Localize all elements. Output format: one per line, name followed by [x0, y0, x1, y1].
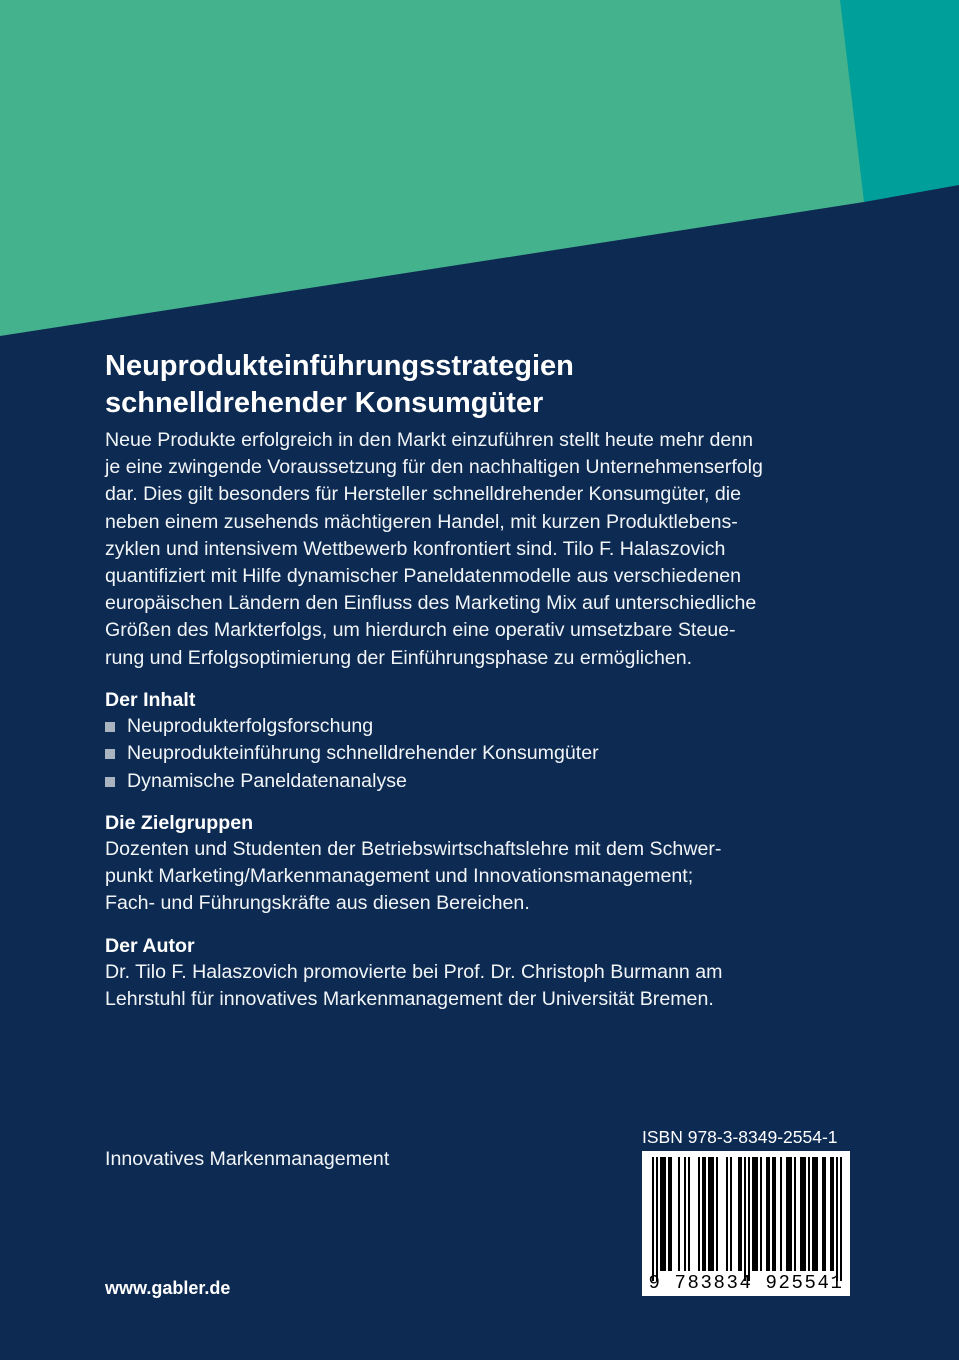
barcode-bar	[836, 1157, 838, 1281]
barcode-bar	[824, 1157, 826, 1271]
isbn-label: ISBN 978-3-8349-2554-1	[642, 1127, 838, 1147]
main-content	[105, 348, 845, 1013]
barcode-bar	[756, 1157, 758, 1271]
section-zielgruppen-heading: Die Zielgruppen	[105, 812, 254, 835]
barcode-bar	[822, 1157, 824, 1271]
zielgruppen-line: punkt Marketing/Markenmanagement und Innovationsmanagement;	[105, 865, 694, 888]
barcode-bar	[716, 1157, 718, 1271]
section-zielgruppen	[105, 810, 845, 918]
list-item	[105, 740, 845, 767]
barcode-bar	[816, 1157, 818, 1271]
blurb-line: europäischen Ländern den Einfluss des Marketing Mix auf unterschiedliche	[105, 592, 757, 615]
square-bullet-icon	[105, 749, 115, 759]
book-title	[105, 348, 845, 422]
series-name: Innovatives Markenmanagement	[105, 1148, 390, 1170]
barcode-bar	[678, 1157, 680, 1271]
section-autor-heading: Der Autor	[105, 934, 195, 957]
barcode-bar	[664, 1157, 666, 1271]
barcode-bar	[740, 1157, 742, 1271]
barcode-bar	[780, 1157, 782, 1271]
square-bullet-icon	[105, 722, 115, 732]
barcode-bar	[840, 1157, 842, 1281]
barcode-bar	[738, 1157, 740, 1271]
blurb-line: dar. Dies gilt besonders für Hersteller schnelldrehender Konsumgüter, die	[105, 483, 742, 506]
section-inhalt-heading: Der Inhalt	[105, 688, 196, 711]
square-bullet-icon	[105, 777, 115, 787]
barcode-bar	[704, 1157, 706, 1271]
barcode-bar	[744, 1157, 746, 1281]
barcode-bar	[748, 1157, 750, 1281]
barcode-bar	[688, 1157, 690, 1271]
blurb-line: neben einem zusehends mächtigeren Handel, mit kurzen Produktlebens-	[105, 510, 738, 533]
blurb-line: zyklen und intensivem Wettbewerb konfrontiert sind. Tilo F. Halaszovich	[105, 537, 726, 560]
barcode-bar	[668, 1157, 670, 1271]
inhalt-list	[105, 713, 845, 795]
barcode-bar	[790, 1157, 792, 1271]
barcode-bar	[752, 1157, 754, 1271]
list-item	[105, 713, 845, 740]
barcode-bar	[656, 1157, 658, 1281]
barcode-bar	[830, 1157, 832, 1271]
barcode-bar	[712, 1157, 714, 1271]
barcode-bar	[670, 1157, 672, 1271]
barcode-bar	[662, 1157, 664, 1271]
barcode-bar	[788, 1157, 790, 1271]
barcode-bar	[766, 1157, 768, 1271]
barcode-box	[642, 1151, 850, 1296]
barcode-bar	[760, 1157, 762, 1271]
list-item	[105, 768, 845, 795]
book-title-line: Neuprodukteinführungsstrategien	[105, 350, 574, 382]
barcode-bar	[730, 1157, 732, 1271]
barcode-bar	[786, 1157, 788, 1271]
list-item-text: Neuprodukteinführung schnelldrehender Konsumgüter	[127, 742, 599, 765]
barcode-bar	[710, 1157, 712, 1271]
barcode-bar	[808, 1157, 810, 1271]
blurb-line: Größen des Markterfolgs, um hierdurch eine operativ umsetzbare Steue-	[105, 619, 736, 642]
barcode-bar	[702, 1157, 704, 1271]
barcode-digits: 9 783834 925541	[648, 1272, 844, 1294]
barcode-bar	[802, 1157, 804, 1271]
barcode-bar	[708, 1157, 710, 1271]
blurb-line: quantifiziert mit Hilfe dynamischer Paneldatenmodelle aus verschiedenen	[105, 565, 742, 588]
section-autor	[105, 933, 845, 1013]
blurb-line: je eine zwingende Voraussetzung für den nachhaltigen Unternehmenserfolg	[105, 456, 763, 479]
barcode-bar	[684, 1157, 686, 1271]
barcode-bar	[772, 1157, 774, 1271]
autor-line: Lehrstuhl für innovatives Markenmanagement der Universität Bremen.	[105, 987, 714, 1010]
list-item-text: Neuprodukterfolgsforschung	[127, 714, 374, 737]
blurb-paragraph	[105, 427, 845, 672]
book-title-line: schnelldrehender Konsumgüter	[105, 387, 544, 419]
barcode-bar	[774, 1157, 776, 1271]
barcode-bar	[660, 1157, 662, 1271]
blurb-line: rung und Erfolgsoptimierung der Einführungsphase zu ermöglichen.	[105, 646, 693, 669]
barcode-bar	[800, 1157, 802, 1271]
zielgruppen-line: Dozenten und Studenten der Betriebswirtschaftslehre mit dem Schwer-	[105, 838, 722, 861]
barcode-bar	[812, 1157, 814, 1271]
list-item-text: Dynamische Paneldatenanalyse	[127, 769, 407, 792]
barcode-bar	[652, 1157, 654, 1281]
barcode-bar	[754, 1157, 756, 1271]
barcode-bar	[698, 1157, 700, 1271]
publisher-website[interactable]: www.gabler.de	[105, 1278, 231, 1298]
blurb-line: Neue Produkte erfolgreich in den Markt einzuführen stellt heute mehr denn	[105, 429, 754, 451]
barcode-bar	[726, 1157, 728, 1271]
barcode-bar	[814, 1157, 816, 1271]
section-inhalt	[105, 687, 845, 795]
barcode-bar	[768, 1157, 770, 1271]
barcode-bar	[794, 1157, 796, 1271]
autor-line: Dr. Tilo F. Halaszovich promovierte bei Prof. Dr. Christoph Burmann am	[105, 960, 723, 983]
barcode-bar	[804, 1157, 806, 1271]
barcode-bar	[832, 1157, 834, 1271]
zielgruppen-line: Fach- und Führungskräfte aus diesen Bereichen.	[105, 892, 530, 915]
